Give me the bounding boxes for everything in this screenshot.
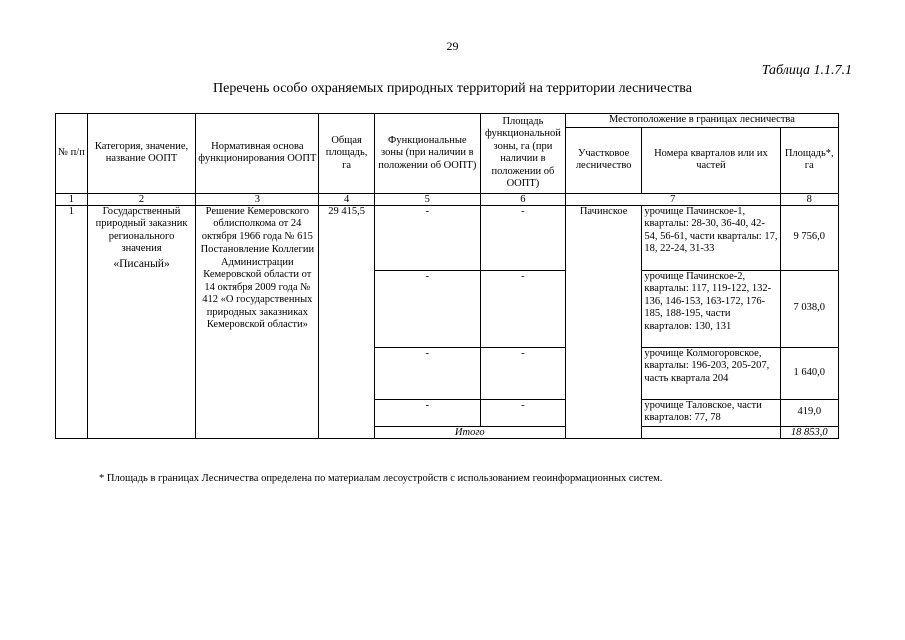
column-number: 4 (319, 193, 374, 205)
area-cell: 7 038,0 (780, 270, 839, 347)
column-number: 7 (565, 193, 780, 205)
column-number-row (56, 193, 839, 205)
header-district: Участковое лесничество (565, 127, 641, 193)
footnote: * Площадь в границах Лесничества определена по материалам лесоустройств с использованием геоинформационных систем. (99, 473, 663, 484)
document-title: Перечень особо охраняемых природных территорий на территории лесничества (213, 81, 692, 96)
record-basis (196, 205, 319, 438)
header-total-area: Общая площадь, га (319, 114, 374, 194)
zone-area-cell: - (480, 205, 565, 270)
column-number: 6 (480, 193, 565, 205)
column-number: 5 (374, 193, 480, 205)
record-name: «Писаный» (113, 257, 170, 270)
record-total-area: 29 415,5 (319, 205, 374, 438)
area-cell: 9 756,0 (780, 205, 839, 270)
area-cell: 419,0 (780, 399, 839, 426)
column-number: 1 (56, 193, 88, 205)
zone-cell: - (374, 270, 480, 347)
table-label: Таблица 1.1.7.1 (761, 63, 852, 78)
zone-cell: - (374, 205, 480, 270)
table-row (56, 205, 839, 270)
column-number: 8 (780, 193, 839, 205)
header-num: № п/п (56, 114, 88, 194)
record-number: 1 (56, 205, 88, 438)
header-quarters: Номера кварталов или их частей (642, 127, 780, 193)
zone-area-cell: - (480, 270, 565, 347)
header-zones: Функциональные зоны (при наличии в положении об ООПТ) (374, 114, 480, 194)
zone-area-cell: - (480, 347, 565, 399)
record-district: Пачинское (565, 205, 641, 438)
column-number: 3 (196, 193, 319, 205)
record-category (87, 205, 195, 438)
quarters-cell: урочище Колмогоровское, кварталы: 196-203, 205-207, часть квартала 204 (642, 347, 780, 399)
protected-areas-table (55, 113, 839, 439)
area-cell: 1 640,0 (780, 347, 839, 399)
header-area: Площадь*, га (780, 127, 839, 193)
header-basis: Нормативная основа функционирования ООПТ (196, 114, 319, 194)
header-zones-area: Площадь функциональной зоны, га (при наличии в положении об ООПТ) (480, 114, 565, 194)
header-location: Местоположение в границах лесничества (565, 114, 838, 128)
total-label: Итого (374, 426, 565, 438)
record-basis-decision: Решение Кемеровского облисполкома от 24 октября 1966 года № 615 (201, 205, 313, 242)
total-quarters-empty (642, 426, 780, 438)
zone-cell: - (374, 399, 480, 426)
record-basis-resolution: Постановление Коллегии Администрации Кемеровской области от 14 октября 2009 года № 412 «О государственных природных заказниках Кемеровской области» (200, 244, 315, 330)
zone-area-cell: - (480, 399, 565, 426)
quarters-cell: урочище Пачинское-1, кварталы: 28-30, 36-40, 42-54, 56-61, части кварталы: 17, 18, 22-24, 31-33 (642, 205, 780, 270)
column-number: 2 (87, 193, 195, 205)
header-category: Категория, значение, название ООПТ (87, 114, 195, 194)
quarters-cell: урочище Таловское, части кварталов: 77, 78 (642, 399, 780, 426)
total-area: 18 853,0 (780, 426, 839, 438)
record-category-text: Государственный природный заказник регионального значения (95, 205, 188, 254)
zone-cell: - (374, 347, 480, 399)
quarters-cell: урочище Пачинское-2, кварталы: 117, 119-122, 132-136, 146-153, 163-172, 176-185, 188-195, части кварталов: 130, 131 (642, 270, 780, 347)
page-number: 29 (446, 39, 459, 53)
